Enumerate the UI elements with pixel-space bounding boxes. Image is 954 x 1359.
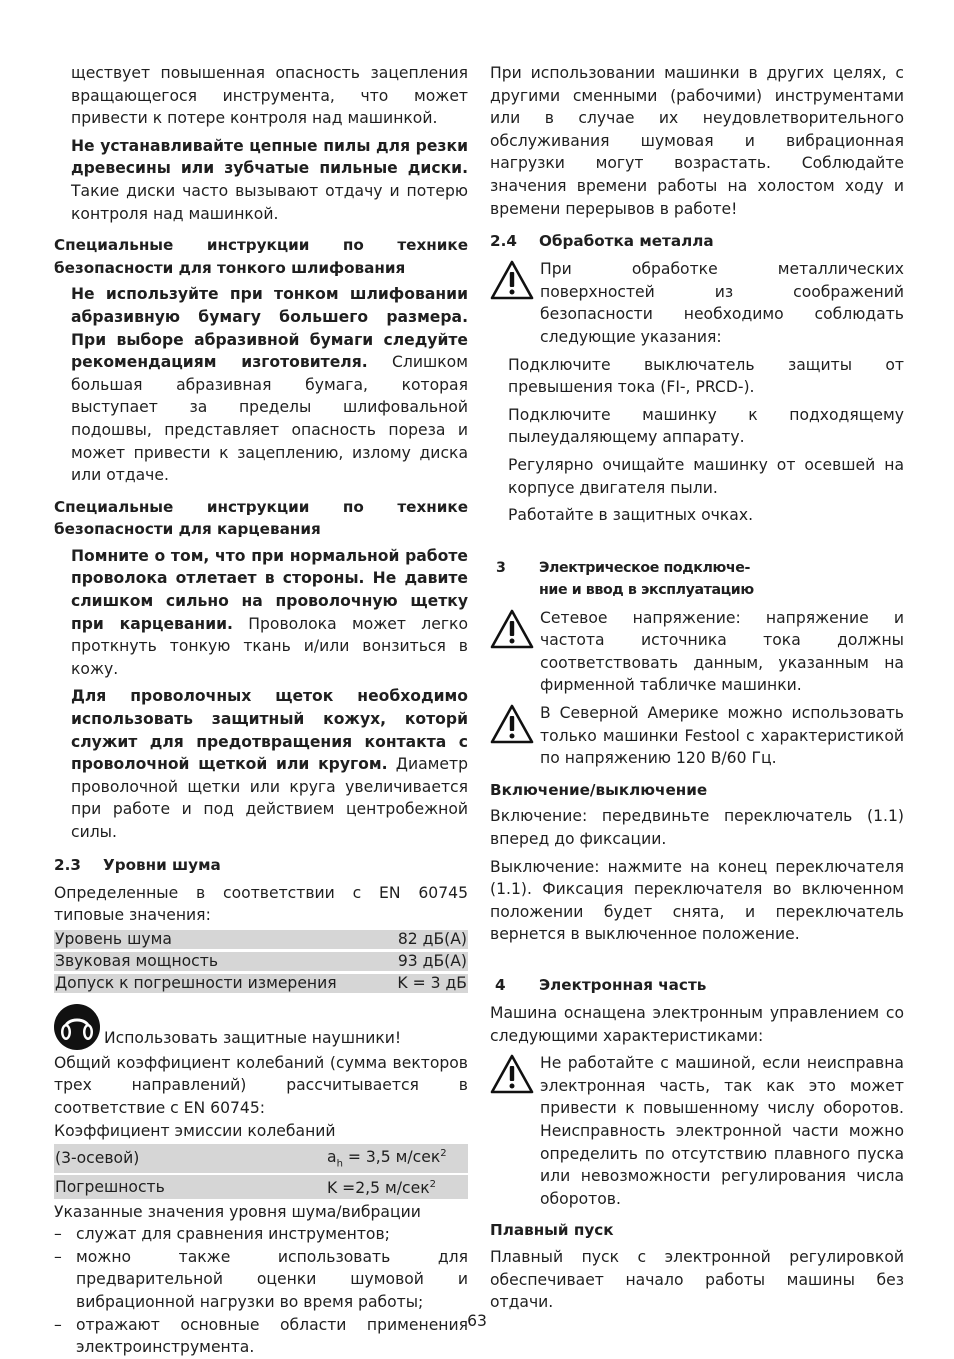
vibration-table — [54, 1142, 468, 1200]
switch-off-text: Выключение: нажмите на конец переключателя (1.1). Фиксация переключателя во включенном положении будет снята, и переключатель вернется в выключенное положение. — [490, 857, 904, 944]
vibration-value: = 3,5 м/сек — [342, 1148, 441, 1167]
vibration-symbol-sub: h — [336, 1158, 343, 1170]
table-row — [54, 974, 468, 993]
paragraph-guard — [71, 685, 468, 843]
vibration-unit-sup: 2 — [440, 1148, 447, 1160]
vibration-value-cell — [326, 1144, 468, 1173]
chain-saw-warning-bold: Не устанавливайте цепные пилы для резки древесины или зубчатые пильные диски. — [71, 136, 468, 178]
noise-intro: Определенные в соответствии с EN 60745 типовые значения: — [54, 883, 468, 925]
uses-list — [54, 1223, 468, 1359]
left-column — [54, 62, 468, 1359]
ear-protection-icon — [54, 1004, 100, 1050]
chain-saw-warning-rest: Такие диски часто вызывают отдачу и потерю контроля над машинкой. — [71, 181, 468, 223]
uncertainty-value-cell — [326, 1175, 468, 1198]
voltage-warning-text: Сетевое напряжение: напряжение и частота источника тока должны соответствовать данным, указанным на фирменной табличке машинки. — [540, 608, 904, 695]
table-row — [54, 930, 468, 949]
metal-instruction: Работайте в защитных очках. — [508, 506, 754, 525]
soft-start-text: Плавный пуск с электронной регулировкой обеспечивает начало работы машины без отдачи. — [490, 1247, 904, 1312]
section-title: Уровни шума — [103, 855, 221, 874]
noise-table — [54, 927, 468, 996]
section-title-line1: Электрическое подключе- — [539, 559, 750, 576]
section-4-heading — [490, 974, 904, 996]
uses-intro: Указанные значения уровня шума/вибрации — [54, 1202, 421, 1221]
table-row — [54, 952, 468, 971]
section-2-3-heading — [54, 854, 468, 876]
guard-bold: Для проволочных щеток необходимо использовать защитный кожух, которй служит для предотвращения контакта с проволочной щеткой или кругом. — [71, 687, 468, 774]
north-america-warning-text: В Северной Америке можно использовать только машинки Festool с характеристикой по напряжению 120 В/60 Гц. — [540, 704, 904, 768]
metal-warning-text: При обработке металлических поверхностей из соображений безопасности необходимо соблюдать следующие указания: — [540, 260, 904, 346]
warning-triangle-icon — [490, 609, 534, 649]
noise-label: Допуск к погрешности измерения — [54, 974, 385, 993]
guard-rest: Диаметр проволочной щетки или круга увеличивается при работе и под действием центробежной силы. — [71, 755, 469, 841]
warning-triangle-icon — [490, 1054, 534, 1094]
uncertainty-label: Погрешность — [54, 1175, 326, 1198]
electronics-warning — [490, 1052, 904, 1210]
section-3-heading — [490, 557, 904, 601]
paragraph-other-uses: При использовании машинки в других целях, с другими сменными (рабочими) инструментами или в случае их неудовлетворительного обслуживания шумовая и вибрационная нагрузки могут возрастать. Соблюдайте значения времени работы на холостом ходу и времени перерывов в работе! — [490, 64, 904, 218]
fine-sanding-bold: Не используйте при тонком шлифовании абразивную бумагу большего размера. При выборе абразивной бумаги следуйте рекомендациям изготовителя. — [71, 285, 468, 372]
noise-value: 93 дБ(A) — [385, 952, 468, 971]
warning-triangle-icon — [490, 260, 534, 300]
paragraph-fine-sanding — [71, 283, 468, 486]
electronics-warning-text: Не работайте с машиной, если неисправна электронная часть, так как это может привести к повышенному числу оборотов. Неисправность электронной части можно определить по отсутствию плавного пуска или невозможности регулирования числа оборотов. — [540, 1054, 904, 1208]
fine-sanding-rest: Слишком большая абразивная бумага, которая выступает за пределы шлифовальной подошвы, представляет опасность пореза и может привести к зацеплению, излому диска или отдаче. — [71, 353, 468, 485]
north-america-warning — [490, 702, 904, 770]
ear-protection-notice — [54, 1004, 468, 1050]
metal-instruction: Подключите машинку к подходящему пылеудаляющему аппарату. — [508, 405, 904, 447]
metal-warning — [490, 258, 904, 348]
uncertainty-unit-sup: 2 — [429, 1179, 436, 1191]
switch-on-text: Включение: передвиньте переключатель (1.1) вперед до фиксации. — [490, 807, 904, 849]
table-row — [54, 1144, 468, 1173]
list-item: – служат для сравнения инструментов; — [54, 1223, 468, 1246]
heading-fine-sanding: Специальные инструкции по технике безопасности для тонкого шлифования — [54, 236, 468, 277]
vibration-label: Коэффициент эмиссии колебаний — [54, 1121, 336, 1140]
voltage-warning — [490, 607, 904, 697]
wire-brushing-bold: Помните о том, что при нормальной работе проволока отлетает в стороны. Не давите слишком сильно на проволочную щетку при карцевании. — [71, 546, 468, 633]
heading-on-off: Включение/выключение — [490, 780, 708, 799]
page-number: 63 — [467, 1312, 487, 1330]
noise-value: K = 3 дБ — [385, 974, 468, 993]
electronics-intro: Машина оснащена электронным управлением со следующими характеристиками: — [490, 1004, 904, 1045]
metal-instruction: Регулярно очищайте машинку от осевшей на корпусе двигателя пыли. — [508, 455, 904, 497]
noise-label: Уровень шума — [54, 930, 385, 949]
noise-label: Звуковая мощность — [54, 952, 385, 971]
section-number: 3 — [496, 559, 506, 576]
wire-brushing-rest: Проволока может легко проткнуть тонкую ткань и/или вонзиться в кожу. — [71, 614, 468, 678]
list-item: – можно также использовать для предварительной оценки шумовой и вибрационной нагрузки во время работы; — [54, 1246, 468, 1314]
heading-wire-brushing: Специальные инструкции по технике безопасности для карцевания — [54, 497, 468, 539]
noise-value: 82 дБ(A) — [385, 930, 468, 949]
list-item: – отражают основные области применения электроинструмента. — [54, 1314, 468, 1359]
ear-protection-text: Использовать защитные наушники! — [104, 1029, 402, 1048]
uncertainty-value: K =2,5 м/сек — [327, 1179, 430, 1198]
paragraph-chain-saw-warning — [71, 135, 468, 225]
paragraph-wire-brushing — [71, 545, 468, 681]
right-column — [490, 62, 904, 1314]
warning-triangle-icon — [490, 704, 534, 744]
section-title — [539, 557, 754, 601]
section-2-4-heading — [490, 230, 904, 252]
heading-soft-start: Плавный пуск — [490, 1221, 614, 1240]
table-row — [54, 1175, 468, 1198]
metal-instruction: Подключите выключатель защиты от превышения тока (FI-, PRCD-). — [508, 355, 904, 397]
vibration-intro: Общий коэффициент колебаний (сумма векторов трех направлений) рассчитывается в соответствие с EN 60745: — [54, 1053, 468, 1117]
vibration-symbol: a — [327, 1148, 337, 1167]
section-number: 4 — [495, 976, 506, 994]
section-title: Электронная часть — [539, 976, 707, 994]
section-number: 2.4 — [490, 232, 517, 251]
vibration-axis-label: (3-осевой) — [54, 1144, 326, 1173]
paragraph-rotation-risk: ществует повышенная опасность зацепления вращающегося инструмента, что может привести к потере контроля над машинкой. — [71, 64, 468, 128]
section-number: 2.3 — [54, 855, 81, 874]
section-title: Обработка металла — [539, 232, 714, 251]
section-title-line2: ние и ввод в эксплуатацию — [539, 581, 754, 598]
